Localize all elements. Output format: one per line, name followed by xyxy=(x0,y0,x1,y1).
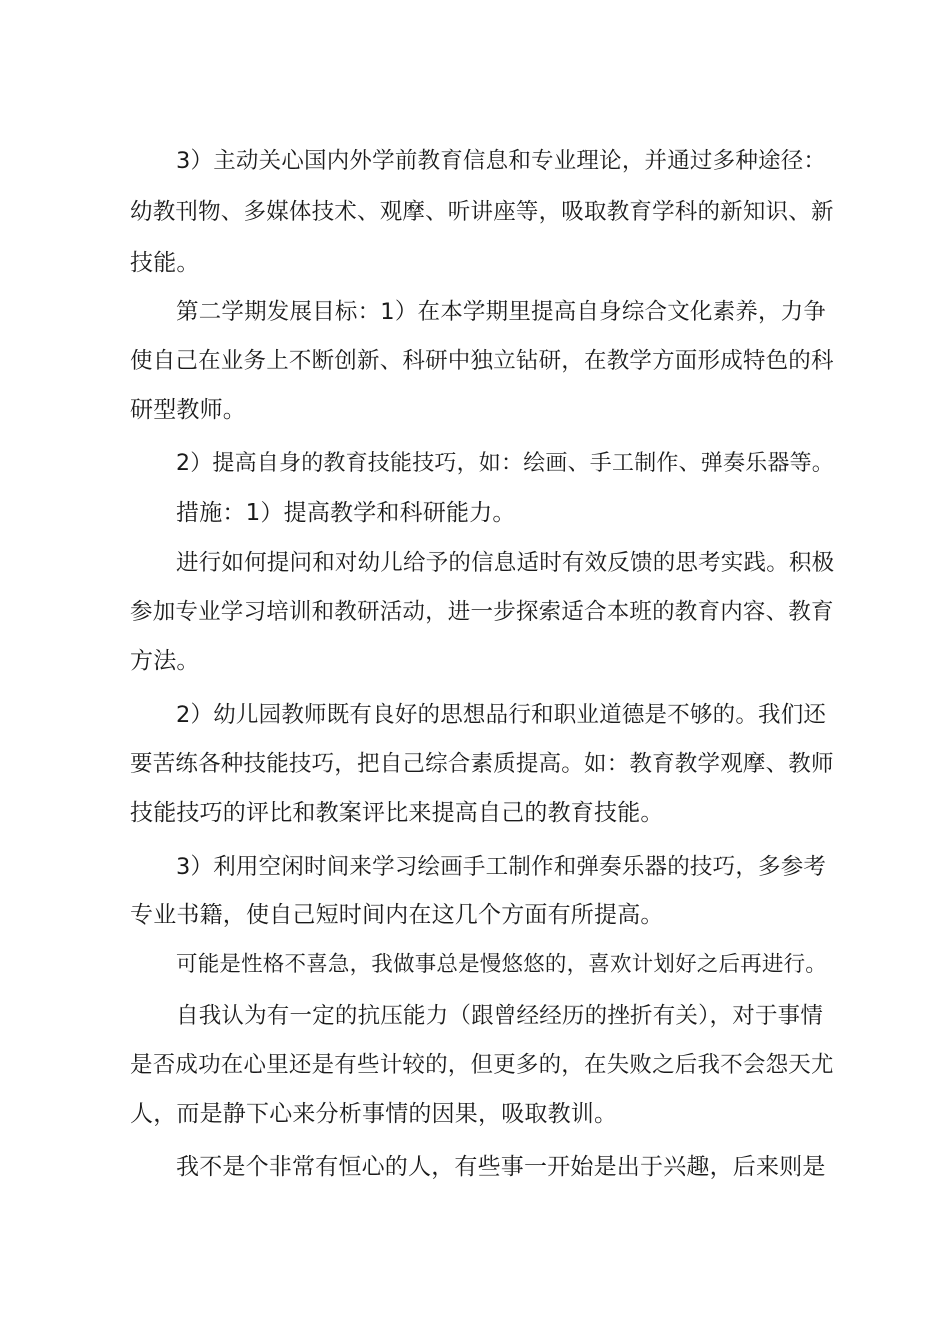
text-line: 技能。 xyxy=(130,250,200,276)
text-line: 是否成功在心里还是有些计较的，但更多的，在失败之后我不会怨天尤 xyxy=(130,1052,834,1078)
text-line: 参加专业学习培训和教研活动，进一步探索适合本班的教育内容、教育 xyxy=(130,599,834,625)
text-line: 3）主动关心国内外学前教育信息和专业理论，并通过多种途径： xyxy=(176,148,827,174)
text-line: 第二学期发展目标：1）在本学期里提高自身综合文化素养，力争 xyxy=(176,299,827,325)
text-line: 幼教刊物、多媒体技术、观摩、听讲座等，吸取教育学科的新知识、新 xyxy=(130,199,834,225)
text-line: 我不是个非常有恒心的人，有些事一开始是出于兴趣，后来则是 xyxy=(176,1154,826,1180)
text-line: 2）提高自身的教育技能技巧，如：绘画、手工制作、弹奏乐器等。 xyxy=(176,451,834,476)
text-line: 可能是性格不喜急，我做事总是慢悠悠的，喜欢计划好之后再进行。 xyxy=(176,952,828,977)
text-line: 方法。 xyxy=(130,648,200,674)
text-line: 研型教师。 xyxy=(130,397,246,423)
text-line: 专业书籍，使自己短时间内在这几个方面有所提高。 xyxy=(130,902,664,928)
text-line: 技能技巧的评比和教案评比来提高自己的教育技能。 xyxy=(130,800,664,826)
text-line: 3）利用空闲时间来学习绘画手工制作和弹奏乐器的技巧，多参考 xyxy=(176,854,827,880)
text-line: 使自己在业务上不断创新、科研中独立钻研，在教学方面形成特色的科 xyxy=(130,348,834,374)
text-line: 进行如何提问和对幼儿给予的信息适时有效反馈的思考实践。积极 xyxy=(176,550,835,576)
text-line: 自我认为有一定的抗压能力（跟曾经经历的挫折有关），对于事情 xyxy=(176,1003,824,1029)
text-line: 要苦练各种技能技巧，把自己综合素质提高。如：教育教学观摩、教师 xyxy=(130,751,834,777)
text-line: 人，而是静下心来分析事情的因果，吸取教训。 xyxy=(130,1101,618,1127)
text-line: 2）幼儿园教师既有良好的思想品行和职业道德是不够的。我们还 xyxy=(176,702,827,728)
text-line: 措施：1）提高教学和科研能力。 xyxy=(176,500,516,526)
